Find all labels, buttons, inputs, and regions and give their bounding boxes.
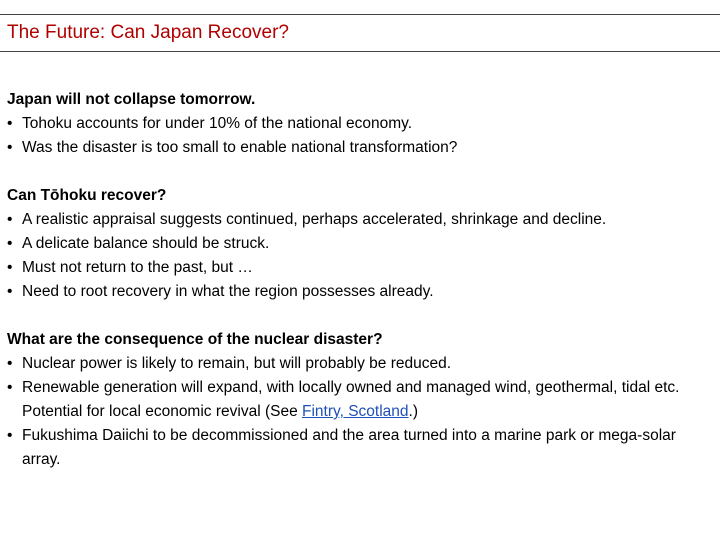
section-nuclear-consequence (7, 328, 715, 472)
bullet-icon: • (7, 211, 13, 228)
bullet-item (7, 280, 715, 304)
bullet-icon: • (7, 355, 13, 372)
bullet-text: Fukushima Daiichi to be decommissioned and the area turned into a marine park or mega-solar array. (22, 427, 676, 468)
bullet-item (7, 256, 715, 280)
bullet-text (22, 379, 679, 420)
section-heading: What are the consequence of the nuclear disaster? (7, 331, 383, 348)
slide-content (7, 88, 715, 496)
section-tohoku-recover (7, 184, 715, 304)
section-heading: Can Tōhoku recover? (7, 187, 167, 204)
bullet-text-before-link: Renewable generation will expand, with locally owned and managed wind, geothermal, tidal etc. Potential for local economic revival (See (22, 379, 680, 420)
bullet-text: A delicate balance should be struck. (22, 235, 270, 252)
section-heading: Japan will not collapse tomorrow. (7, 91, 256, 108)
bullet-item (7, 112, 715, 136)
bullet-icon: • (7, 259, 13, 276)
bullet-list (7, 208, 715, 304)
section-japan-collapse (7, 88, 715, 160)
bullet-text: Nuclear power is likely to remain, but will probably be reduced. (22, 355, 452, 372)
bullet-icon: • (7, 427, 13, 444)
bullet-icon: • (7, 139, 13, 156)
fintry-scotland-link[interactable]: Fintry, Scotland (302, 403, 409, 420)
bullet-item (7, 424, 715, 472)
bullet-text: Tohoku accounts for under 10% of the national economy. (22, 115, 413, 132)
bullet-icon: • (7, 283, 13, 300)
bullet-icon: • (7, 115, 13, 132)
bullet-text-after-link: .) (408, 403, 419, 420)
bullet-item (7, 208, 715, 232)
slide-title: The Future: Can Japan Recover? (7, 22, 289, 43)
bullet-list (7, 352, 715, 472)
bullet-text: A realistic appraisal suggests continued, perhaps accelerated, shrinkage and decline. (22, 211, 607, 228)
bullet-text: Need to root recovery in what the region possesses already. (22, 283, 434, 300)
bullet-list (7, 112, 715, 160)
bullet-text: Was the disaster is too small to enable national transformation? (22, 139, 458, 156)
bullet-item (7, 232, 715, 256)
bullet-item (7, 136, 715, 160)
bullet-item (7, 352, 715, 376)
title-bar (0, 14, 720, 52)
bullet-icon: • (7, 235, 13, 252)
bullet-text: Must not return to the past, but … (22, 259, 253, 276)
bullet-item (7, 376, 715, 424)
bullet-icon: • (7, 379, 13, 396)
